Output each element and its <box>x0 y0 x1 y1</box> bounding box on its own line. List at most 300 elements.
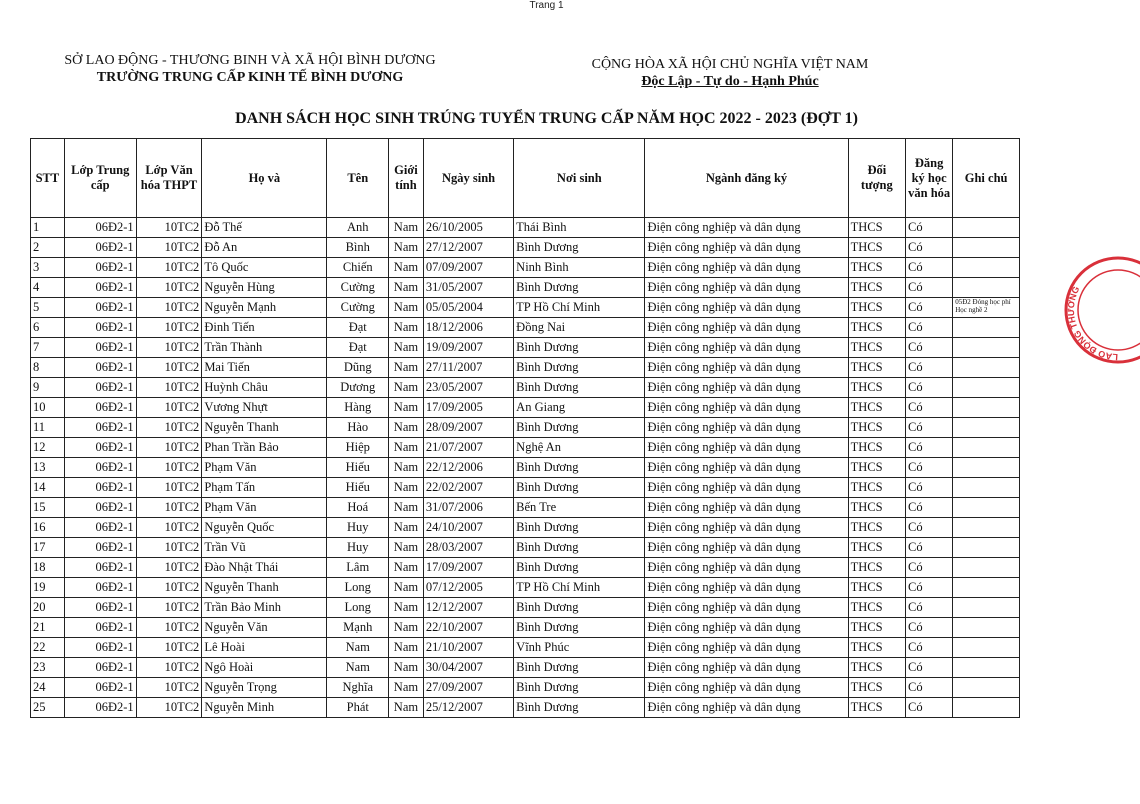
col-lop-trung-cap: Lớp Trung cấp <box>64 139 136 218</box>
cell-gioi-tinh: Nam <box>389 278 424 298</box>
cell-ngay-sinh: 26/10/2005 <box>423 218 513 238</box>
cell-ten: Dũng <box>327 358 389 378</box>
cell-doi-tuong: THCS <box>848 438 905 458</box>
col-nganh: Ngành đăng ký <box>645 139 848 218</box>
cell-dang-ky: Có <box>906 258 953 278</box>
col-stt: STT <box>31 139 65 218</box>
cell-ten: Hàng <box>327 398 389 418</box>
cell-ten: Chiến <box>327 258 389 278</box>
cell-doi-tuong: THCS <box>848 618 905 638</box>
page-number: Trang 1 <box>529 0 564 11</box>
cell-noi-sinh: Bình Dương <box>514 458 645 478</box>
cell-ngay-sinh: 30/04/2007 <box>423 658 513 678</box>
table-row <box>31 518 1020 538</box>
cell-noi-sinh: Bình Dương <box>514 338 645 358</box>
cell-ghi-chu <box>953 418 1020 438</box>
cell-nganh: Điện công nghiệp và dân dụng <box>645 698 848 718</box>
cell-noi-sinh: Bình Dương <box>514 558 645 578</box>
cell-dang-ky: Có <box>906 438 953 458</box>
cell-gioi-tinh: Nam <box>389 358 424 378</box>
cell-ten: Hoá <box>327 498 389 518</box>
header-right <box>560 56 900 90</box>
cell-doi-tuong: THCS <box>848 478 905 498</box>
cell-lop-trung-cap: 06Đ2-1 <box>64 378 136 398</box>
cell-stt: 9 <box>31 378 65 398</box>
cell-lop-van-hoa: 10TC2 <box>136 338 202 358</box>
cell-ho-va: Nguyễn Văn <box>202 618 327 638</box>
cell-stt: 16 <box>31 518 65 538</box>
cell-lop-trung-cap: 06Đ2-1 <box>64 438 136 458</box>
cell-ghi-chu <box>953 578 1020 598</box>
cell-ten: Dương <box>327 378 389 398</box>
table-row <box>31 358 1020 378</box>
cell-doi-tuong: THCS <box>848 378 905 398</box>
cell-noi-sinh: Đồng Nai <box>514 318 645 338</box>
cell-lop-trung-cap: 06Đ2-1 <box>64 298 136 318</box>
cell-ngay-sinh: 27/12/2007 <box>423 238 513 258</box>
cell-ten: Long <box>327 598 389 618</box>
cell-noi-sinh: TP Hồ Chí Minh <box>514 578 645 598</box>
cell-doi-tuong: THCS <box>848 518 905 538</box>
cell-dang-ky: Có <box>906 518 953 538</box>
stamp-text: LAO ĐỘNG THƯƠNG <box>1065 284 1119 363</box>
cell-gioi-tinh: Nam <box>389 438 424 458</box>
cell-gioi-tinh: Nam <box>389 678 424 698</box>
cell-ho-va: Nguyễn Mạnh <box>202 298 327 318</box>
cell-lop-van-hoa: 10TC2 <box>136 478 202 498</box>
cell-stt: 14 <box>31 478 65 498</box>
cell-lop-trung-cap: 06Đ2-1 <box>64 218 136 238</box>
table-row <box>31 578 1020 598</box>
cell-ghi-chu <box>953 458 1020 478</box>
cell-ten: Mạnh <box>327 618 389 638</box>
cell-ho-va: Huỳnh Châu <box>202 378 327 398</box>
cell-nganh: Điện công nghiệp và dân dụng <box>645 318 848 338</box>
cell-lop-trung-cap: 06Đ2-1 <box>64 638 136 658</box>
cell-noi-sinh: Bình Dương <box>514 358 645 378</box>
cell-ho-va: Trần Bảo Minh <box>202 598 327 618</box>
cell-stt: 23 <box>31 658 65 678</box>
cell-lop-trung-cap: 06Đ2-1 <box>64 278 136 298</box>
cell-stt: 8 <box>31 358 65 378</box>
cell-ho-va: Nguyễn Quốc <box>202 518 327 538</box>
cell-lop-van-hoa: 10TC2 <box>136 538 202 558</box>
cell-nganh: Điện công nghiệp và dân dụng <box>645 578 848 598</box>
cell-stt: 3 <box>31 258 65 278</box>
header-left <box>60 52 440 86</box>
document-title: DANH SÁCH HỌC SINH TRÚNG TUYỂN TRUNG CẤP NĂM HỌC 2022 - 2023 (ĐỢT 1) <box>235 110 858 127</box>
cell-ghi-chu: 05Đ2 Đóng học phí Học nghề 2 <box>953 298 1020 318</box>
cell-lop-trung-cap: 06Đ2-1 <box>64 458 136 478</box>
cell-gioi-tinh: Nam <box>389 398 424 418</box>
cell-ghi-chu <box>953 518 1020 538</box>
cell-lop-van-hoa: 10TC2 <box>136 298 202 318</box>
table-row <box>31 458 1020 478</box>
cell-doi-tuong: THCS <box>848 238 905 258</box>
cell-ghi-chu <box>953 658 1020 678</box>
cell-ngay-sinh: 17/09/2007 <box>423 558 513 578</box>
cell-nganh: Điện công nghiệp và dân dụng <box>645 438 848 458</box>
table-row <box>31 598 1020 618</box>
cell-noi-sinh: Vĩnh Phúc <box>514 638 645 658</box>
cell-ghi-chu <box>953 378 1020 398</box>
cell-lop-van-hoa: 10TC2 <box>136 278 202 298</box>
col-ngay-sinh: Ngày sinh <box>423 139 513 218</box>
cell-ho-va: Lê Hoài <box>202 638 327 658</box>
cell-ten: Hào <box>327 418 389 438</box>
cell-ngay-sinh: 27/09/2007 <box>423 678 513 698</box>
cell-gioi-tinh: Nam <box>389 558 424 578</box>
cell-nganh: Điện công nghiệp và dân dụng <box>645 378 848 398</box>
table-row <box>31 678 1020 698</box>
cell-ghi-chu <box>953 218 1020 238</box>
cell-gioi-tinh: Nam <box>389 498 424 518</box>
cell-lop-van-hoa: 10TC2 <box>136 558 202 578</box>
cell-ngay-sinh: 21/10/2007 <box>423 638 513 658</box>
cell-ghi-chu <box>953 538 1020 558</box>
cell-ngay-sinh: 24/10/2007 <box>423 518 513 538</box>
table-row <box>31 298 1020 318</box>
cell-lop-trung-cap: 06Đ2-1 <box>64 238 136 258</box>
cell-nganh: Điện công nghiệp và dân dụng <box>645 238 848 258</box>
cell-dang-ky: Có <box>906 498 953 518</box>
cell-ten: Bình <box>327 238 389 258</box>
cell-noi-sinh: Bình Dương <box>514 478 645 498</box>
cell-lop-van-hoa: 10TC2 <box>136 598 202 618</box>
cell-doi-tuong: THCS <box>848 638 905 658</box>
cell-ngay-sinh: 12/12/2007 <box>423 598 513 618</box>
cell-ten: Huy <box>327 538 389 558</box>
cell-dang-ky: Có <box>906 238 953 258</box>
col-gioi-tinh: Giới tính <box>389 139 424 218</box>
cell-gioi-tinh: Nam <box>389 238 424 258</box>
cell-gioi-tinh: Nam <box>389 658 424 678</box>
table-row <box>31 318 1020 338</box>
cell-stt: 10 <box>31 398 65 418</box>
cell-lop-trung-cap: 06Đ2-1 <box>64 498 136 518</box>
cell-stt: 13 <box>31 458 65 478</box>
cell-dang-ky: Có <box>906 638 953 658</box>
cell-ngay-sinh: 19/09/2007 <box>423 338 513 358</box>
cell-doi-tuong: THCS <box>848 338 905 358</box>
cell-stt: 20 <box>31 598 65 618</box>
cell-ghi-chu <box>953 338 1020 358</box>
table-row <box>31 538 1020 558</box>
table-row <box>31 258 1020 278</box>
cell-dang-ky: Có <box>906 458 953 478</box>
cell-ho-va: Trần Thành <box>202 338 327 358</box>
cell-lop-trung-cap: 06Đ2-1 <box>64 478 136 498</box>
cell-doi-tuong: THCS <box>848 558 905 578</box>
cell-dang-ky: Có <box>906 358 953 378</box>
cell-doi-tuong: THCS <box>848 398 905 418</box>
cell-lop-van-hoa: 10TC2 <box>136 518 202 538</box>
cell-gioi-tinh: Nam <box>389 478 424 498</box>
national-title: CỘNG HÒA XÃ HỘI CHỦ NGHĨA VIỆT NAM <box>591 57 869 72</box>
cell-nganh: Điện công nghiệp và dân dụng <box>645 658 848 678</box>
cell-lop-van-hoa: 10TC2 <box>136 318 202 338</box>
cell-ngay-sinh: 28/03/2007 <box>423 538 513 558</box>
cell-nganh: Điện công nghiệp và dân dụng <box>645 418 848 438</box>
cell-ho-va: Đinh Tiến <box>202 318 327 338</box>
cell-ghi-chu <box>953 278 1020 298</box>
school-name: TRƯỜNG TRUNG CẤP KINH TẾ BÌNH DƯƠNG <box>96 70 404 85</box>
cell-ngay-sinh: 23/05/2007 <box>423 378 513 398</box>
cell-lop-van-hoa: 10TC2 <box>136 578 202 598</box>
cell-nganh: Điện công nghiệp và dân dụng <box>645 498 848 518</box>
cell-ghi-chu <box>953 438 1020 458</box>
col-doi-tuong: Đối tượng <box>848 139 905 218</box>
cell-lop-trung-cap: 06Đ2-1 <box>64 578 136 598</box>
cell-noi-sinh: Bình Dương <box>514 698 645 718</box>
cell-ho-va: Phạm Tấn <box>202 478 327 498</box>
cell-gioi-tinh: Nam <box>389 458 424 478</box>
cell-lop-trung-cap: 06Đ2-1 <box>64 658 136 678</box>
cell-gioi-tinh: Nam <box>389 698 424 718</box>
col-ho-va: Họ và <box>202 139 327 218</box>
cell-ho-va: Vương Nhựt <box>202 398 327 418</box>
cell-ten: Anh <box>327 218 389 238</box>
table-row <box>31 438 1020 458</box>
cell-ho-va: Phạm Văn <box>202 458 327 478</box>
cell-noi-sinh: Bến Tre <box>514 498 645 518</box>
table-row <box>31 278 1020 298</box>
table-row <box>31 658 1020 678</box>
cell-ghi-chu <box>953 698 1020 718</box>
cell-lop-trung-cap: 06Đ2-1 <box>64 338 136 358</box>
cell-nganh: Điện công nghiệp và dân dụng <box>645 518 848 538</box>
cell-lop-van-hoa: 10TC2 <box>136 498 202 518</box>
cell-lop-trung-cap: 06Đ2-1 <box>64 258 136 278</box>
cell-gioi-tinh: Nam <box>389 638 424 658</box>
cell-ghi-chu <box>953 598 1020 618</box>
cell-noi-sinh: Bình Dương <box>514 658 645 678</box>
cell-ghi-chu <box>953 478 1020 498</box>
cell-ho-va: Nguyễn Trọng <box>202 678 327 698</box>
cell-ngay-sinh: 07/09/2007 <box>423 258 513 278</box>
table-row <box>31 638 1020 658</box>
table-row <box>31 218 1020 238</box>
cell-ten: Nghĩa <box>327 678 389 698</box>
cell-stt: 11 <box>31 418 65 438</box>
cell-ten: Phát <box>327 698 389 718</box>
cell-lop-van-hoa: 10TC2 <box>136 398 202 418</box>
cell-noi-sinh: Bình Dương <box>514 678 645 698</box>
cell-dang-ky: Có <box>906 558 953 578</box>
cell-dang-ky: Có <box>906 298 953 318</box>
cell-stt: 19 <box>31 578 65 598</box>
cell-dang-ky: Có <box>906 598 953 618</box>
table-row <box>31 558 1020 578</box>
cell-gioi-tinh: Nam <box>389 518 424 538</box>
cell-ten: Hiệp <box>327 438 389 458</box>
cell-lop-van-hoa: 10TC2 <box>136 698 202 718</box>
cell-dang-ky: Có <box>906 538 953 558</box>
cell-ghi-chu <box>953 238 1020 258</box>
cell-ghi-chu <box>953 358 1020 378</box>
cell-noi-sinh: Bình Dương <box>514 418 645 438</box>
cell-ten: Huy <box>327 518 389 538</box>
cell-lop-trung-cap: 06Đ2-1 <box>64 518 136 538</box>
cell-doi-tuong: THCS <box>848 298 905 318</box>
cell-ghi-chu <box>953 318 1020 338</box>
col-dang-ky: Đăng ký học văn hóa <box>906 139 953 218</box>
cell-nganh: Điện công nghiệp và dân dụng <box>645 538 848 558</box>
table-row <box>31 238 1020 258</box>
cell-gioi-tinh: Nam <box>389 378 424 398</box>
cell-dang-ky: Có <box>906 698 953 718</box>
cell-nganh: Điện công nghiệp và dân dụng <box>645 458 848 478</box>
cell-ngay-sinh: 22/02/2007 <box>423 478 513 498</box>
cell-dang-ky: Có <box>906 278 953 298</box>
table-row <box>31 378 1020 398</box>
cell-lop-van-hoa: 10TC2 <box>136 238 202 258</box>
cell-noi-sinh: Ninh Bình <box>514 258 645 278</box>
cell-ghi-chu <box>953 258 1020 278</box>
cell-ten: Nam <box>327 658 389 678</box>
cell-stt: 22 <box>31 638 65 658</box>
cell-lop-van-hoa: 10TC2 <box>136 358 202 378</box>
cell-lop-van-hoa: 10TC2 <box>136 678 202 698</box>
cell-stt: 18 <box>31 558 65 578</box>
cell-noi-sinh: Bình Dương <box>514 618 645 638</box>
cell-ho-va: Nguyễn Thanh <box>202 418 327 438</box>
cell-noi-sinh: Bình Dương <box>514 598 645 618</box>
cell-ten: Long <box>327 578 389 598</box>
cell-gioi-tinh: Nam <box>389 338 424 358</box>
cell-stt: 1 <box>31 218 65 238</box>
cell-stt: 7 <box>31 338 65 358</box>
cell-stt: 21 <box>31 618 65 638</box>
student-table <box>30 138 1020 718</box>
cell-ho-va: Đỗ Thế <box>202 218 327 238</box>
cell-ten: Cường <box>327 278 389 298</box>
cell-ten: Lâm <box>327 558 389 578</box>
cell-gioi-tinh: Nam <box>389 258 424 278</box>
cell-lop-van-hoa: 10TC2 <box>136 638 202 658</box>
cell-lop-trung-cap: 06Đ2-1 <box>64 698 136 718</box>
cell-ho-va: Mai Tiến <box>202 358 327 378</box>
cell-ho-va: Đào Nhật Thái <box>202 558 327 578</box>
cell-ghi-chu <box>953 558 1020 578</box>
cell-stt: 2 <box>31 238 65 258</box>
cell-lop-trung-cap: 06Đ2-1 <box>64 418 136 438</box>
cell-nganh: Điện công nghiệp và dân dụng <box>645 478 848 498</box>
table-row <box>31 338 1020 358</box>
cell-stt: 4 <box>31 278 65 298</box>
cell-ho-va: Trần Vũ <box>202 538 327 558</box>
cell-ghi-chu <box>953 618 1020 638</box>
cell-ngay-sinh: 31/05/2007 <box>423 278 513 298</box>
cell-ho-va: Ngô Hoài <box>202 658 327 678</box>
col-ten: Tên <box>327 139 389 218</box>
table-row <box>31 618 1020 638</box>
cell-stt: 24 <box>31 678 65 698</box>
cell-noi-sinh: TP Hồ Chí Minh <box>514 298 645 318</box>
cell-ho-va: Phan Trần Bảo <box>202 438 327 458</box>
cell-doi-tuong: THCS <box>848 258 905 278</box>
cell-lop-trung-cap: 06Đ2-1 <box>64 358 136 378</box>
cell-ghi-chu <box>953 638 1020 658</box>
cell-nganh: Điện công nghiệp và dân dụng <box>645 298 848 318</box>
cell-lop-van-hoa: 10TC2 <box>136 258 202 278</box>
table-row <box>31 498 1020 518</box>
cell-nganh: Điện công nghiệp và dân dụng <box>645 558 848 578</box>
col-noi-sinh: Nơi sinh <box>514 139 645 218</box>
cell-ngay-sinh: 22/10/2007 <box>423 618 513 638</box>
table-row <box>31 478 1020 498</box>
cell-stt: 25 <box>31 698 65 718</box>
cell-ngay-sinh: 25/12/2007 <box>423 698 513 718</box>
cell-ten: Đạt <box>327 318 389 338</box>
cell-nganh: Điện công nghiệp và dân dụng <box>645 338 848 358</box>
cell-ngay-sinh: 05/05/2004 <box>423 298 513 318</box>
cell-lop-van-hoa: 10TC2 <box>136 378 202 398</box>
cell-lop-van-hoa: 10TC2 <box>136 658 202 678</box>
cell-gioi-tinh: Nam <box>389 318 424 338</box>
cell-lop-trung-cap: 06Đ2-1 <box>64 678 136 698</box>
cell-doi-tuong: THCS <box>848 678 905 698</box>
cell-dang-ky: Có <box>906 218 953 238</box>
cell-doi-tuong: THCS <box>848 538 905 558</box>
cell-nganh: Điện công nghiệp và dân dụng <box>645 678 848 698</box>
cell-nganh: Điện công nghiệp và dân dụng <box>645 598 848 618</box>
col-lop-van-hoa: Lớp Văn hóa THPT <box>136 139 202 218</box>
cell-gioi-tinh: Nam <box>389 538 424 558</box>
cell-gioi-tinh: Nam <box>389 578 424 598</box>
cell-lop-trung-cap: 06Đ2-1 <box>64 318 136 338</box>
cell-ngay-sinh: 31/07/2006 <box>423 498 513 518</box>
cell-dang-ky: Có <box>906 478 953 498</box>
cell-noi-sinh: Bình Dương <box>514 538 645 558</box>
cell-ho-va: Nguyễn Thanh <box>202 578 327 598</box>
cell-lop-trung-cap: 06Đ2-1 <box>64 538 136 558</box>
cell-doi-tuong: THCS <box>848 698 905 718</box>
cell-dang-ky: Có <box>906 658 953 678</box>
cell-nganh: Điện công nghiệp và dân dụng <box>645 398 848 418</box>
cell-dang-ky: Có <box>906 418 953 438</box>
cell-dang-ky: Có <box>906 378 953 398</box>
cell-ngay-sinh: 17/09/2005 <box>423 398 513 418</box>
cell-doi-tuong: THCS <box>848 598 905 618</box>
cell-ghi-chu <box>953 398 1020 418</box>
cell-gioi-tinh: Nam <box>389 218 424 238</box>
cell-ho-va: Tô Quốc <box>202 258 327 278</box>
cell-noi-sinh: Nghệ An <box>514 438 645 458</box>
cell-noi-sinh: Thái Bình <box>514 218 645 238</box>
cell-lop-van-hoa: 10TC2 <box>136 218 202 238</box>
cell-lop-van-hoa: 10TC2 <box>136 418 202 438</box>
cell-ngay-sinh: 22/12/2006 <box>423 458 513 478</box>
cell-noi-sinh: Bình Dương <box>514 378 645 398</box>
cell-lop-trung-cap: 06Đ2-1 <box>64 558 136 578</box>
cell-doi-tuong: THCS <box>848 358 905 378</box>
cell-dang-ky: Có <box>906 318 953 338</box>
cell-ghi-chu <box>953 498 1020 518</box>
cell-doi-tuong: THCS <box>848 658 905 678</box>
table-row <box>31 698 1020 718</box>
cell-gioi-tinh: Nam <box>389 618 424 638</box>
cell-dang-ky: Có <box>906 618 953 638</box>
cell-ghi-chu <box>953 678 1020 698</box>
cell-dang-ky: Có <box>906 578 953 598</box>
svg-text:LAO ĐỘNG THƯƠNG <box>1066 285 1118 362</box>
cell-nganh: Điện công nghiệp và dân dụng <box>645 618 848 638</box>
cell-doi-tuong: THCS <box>848 418 905 438</box>
cell-ngay-sinh: 27/11/2007 <box>423 358 513 378</box>
cell-gioi-tinh: Nam <box>389 598 424 618</box>
cell-nganh: Điện công nghiệp và dân dụng <box>645 638 848 658</box>
